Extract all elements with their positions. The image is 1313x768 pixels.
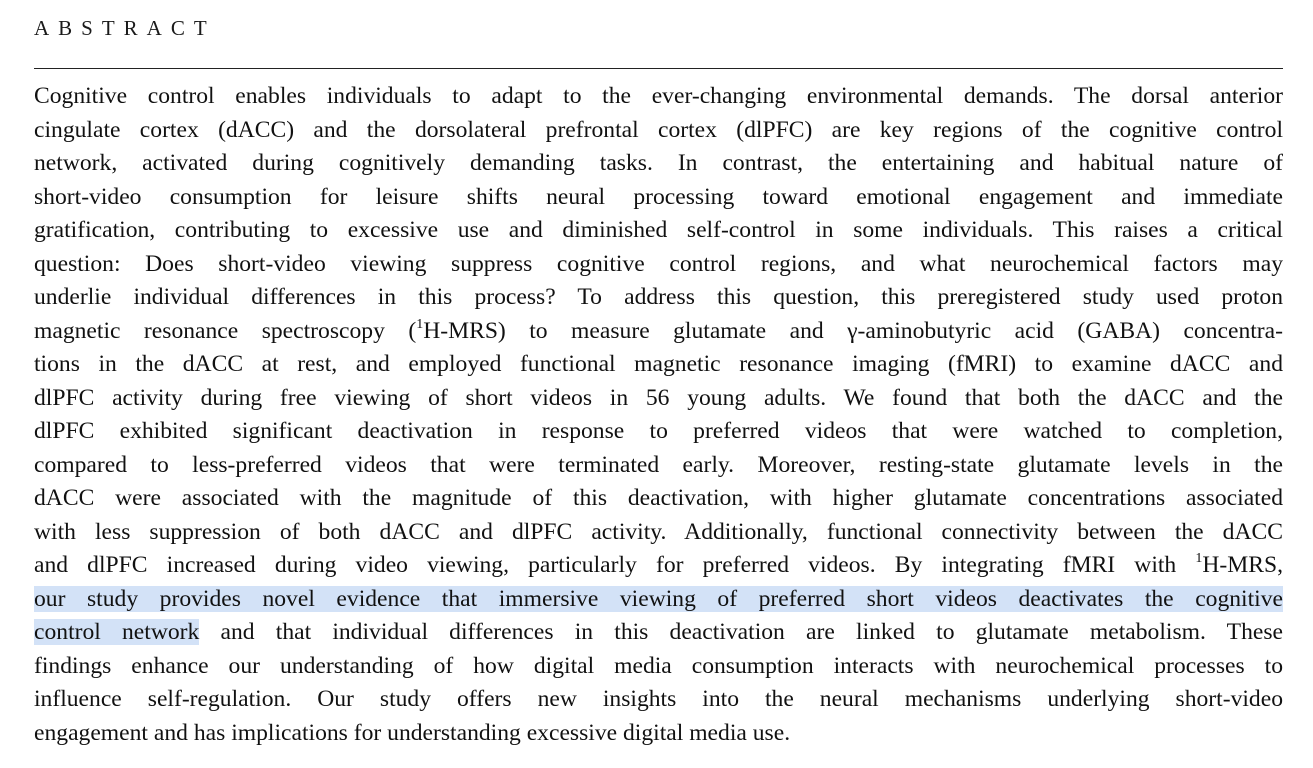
- abstract-line: engagement and has implications for understanding excessive digital media use.: [34, 719, 791, 746]
- abstract-line: with less suppression of both dACC and dlPFC activity. Additionally, functional connectivity between the dACC: [34, 518, 1283, 545]
- abstract-line: cingulate cortex (dACC) and the dorsolateral prefrontal cortex (dlPFC) are key regions of the cognitive control: [34, 116, 1283, 143]
- abstract-line-highlighted[interactable]: [34, 583, 1283, 617]
- abstract-line: and dlPFC increased during video viewing, particularly for preferred videos. By integrating fMRI with $^1$H-MRS,: [34, 551, 1283, 578]
- abstract-line: gratification, contributing to excessive use and diminished self-control in some individuals. This raises a critical: [34, 217, 1283, 243]
- abstract-line: question: Does short-video viewing suppress cognitive control regions, and what neurochemical factors may: [34, 250, 1283, 277]
- abstract-line: Cognitive control enables individuals to adapt to the ever-changing environmental demands. The dorsal anterior: [34, 83, 1283, 109]
- abstract-line: dACC were associated with the magnitude of this deactivation, with higher glutamate concentrations associated: [34, 485, 1283, 511]
- abstract-line: network, activated during cognitively demanding tasks. In contrast, the entertaining and habitual nature of: [34, 150, 1283, 176]
- abstract-line: tions in the dACC at rest, and employed functional magnetic resonance imaging (fMRI) to examine dACC and: [34, 351, 1283, 377]
- abstract-line: findings enhance our understanding of how digital media consumption interacts with neurochemical processes to: [34, 652, 1283, 679]
- abstract-line: compared to less-preferred videos that were terminated early. Moreover, resting-state glutamate levels in the: [34, 451, 1283, 478]
- abstract-line: dlPFC activity during free viewing of short videos in 56 young adults. We found that both the dACC and the: [34, 384, 1283, 411]
- heading-divider: [34, 68, 1283, 69]
- highlighted-text[interactable]: our study provides novel evidence that immersive viewing of preferred short videos deactivates the cognitive: [34, 585, 1283, 612]
- highlighted-text[interactable]: control network: [34, 619, 200, 645]
- abstract-line: short-video consumption for leisure shifts neural processing toward emotional engagement and immediate: [34, 183, 1283, 210]
- abstract-line: dlPFC exhibited significant deactivation in response to preferred videos that were watched to completion,: [34, 418, 1283, 444]
- abstract-body: [34, 80, 1283, 750]
- abstract-line: underlie individual differences in this process? To address this question, this preregistered study used proton: [34, 284, 1283, 310]
- abstract-line: magnetic resonance spectroscopy ($^1$H-MRS) to measure glutamate and γ-aminobutyric acid (GABA) concentra-: [34, 316, 1283, 344]
- abstract-line: influence self-regulation. Our study offers new insights into the neural mechanisms underlying short-video: [34, 686, 1283, 712]
- abstract-line: control network and that individual differences in this deactivation are linked to glutamate metabolism. These: [34, 619, 1283, 645]
- abstract-heading: ABSTRACT: [34, 16, 216, 40]
